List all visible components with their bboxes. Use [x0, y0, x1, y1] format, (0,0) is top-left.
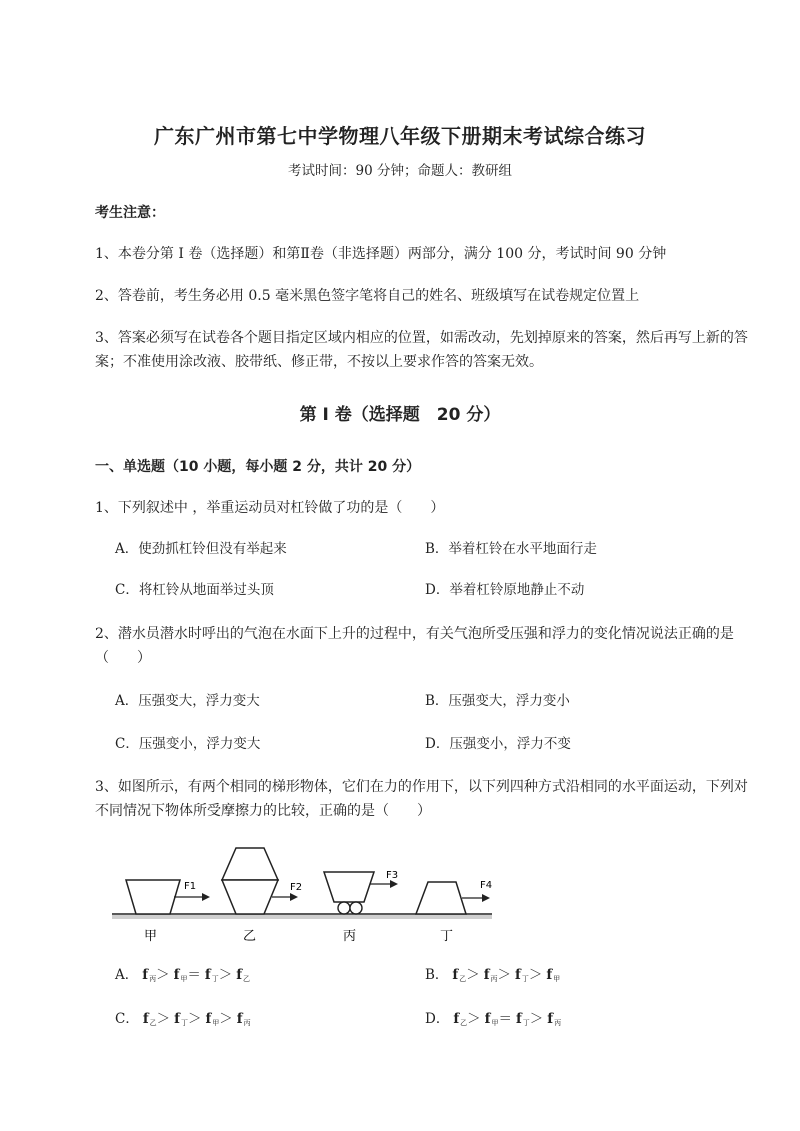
question-2-stem: 2、潜水员潜水时呼出的气泡在水面下上升的过程中，有关气泡所受压强和浮力的变化情况说法正确的是（ ） [95, 626, 734, 666]
friction-symbol: f [142, 967, 149, 983]
figure-label-yi: 乙 [243, 929, 257, 944]
friction-subscript: 乙 [243, 975, 250, 983]
notice-item-3: 3、答案必须写在试卷各个题目指定区域内相应的位置，如需改动，先划掉原来的答案，然后再写上新的答案；不准使用涂改液、胶带纸、修正带，不按以上要求作答的答案无效。 [95, 330, 748, 370]
friction-symbol: f [174, 1011, 180, 1027]
block-yi-bottom [222, 880, 278, 914]
friction-subscript: 丙 [490, 975, 498, 983]
friction-symbol: f [515, 1011, 522, 1027]
notice-item-2: 2、答卷前，考生务必用 0.5 毫米黑色签字笔将自己的姓名、班级填写在试卷规定位置上 [95, 288, 640, 304]
q1-option-a[interactable]: A．使劲抓杠铃但没有举起来 [115, 541, 287, 557]
relation-symbol: ＞ [219, 1011, 233, 1027]
relation-symbol: ＞ [156, 1011, 171, 1027]
force-label-3: F3 [386, 870, 399, 881]
block-jia [126, 880, 180, 914]
relation-symbol: ＞ [529, 1011, 544, 1027]
q1-option-d[interactable]: D．举着杠铃原地静止不动 [425, 582, 585, 598]
ground-hatch [112, 915, 492, 919]
force-label-4: F4 [480, 880, 493, 891]
option-letter: A． [115, 967, 139, 983]
friction-symbol: f [515, 967, 521, 983]
roller-left [338, 902, 350, 914]
notice-heading: 考生注意： [95, 205, 165, 221]
option-letter: C． [115, 1011, 139, 1027]
friction-subscript: 丁 [522, 1019, 530, 1027]
friction-subscript: 丙 [149, 975, 157, 983]
page-title: 广东广州市第七中学物理八年级下册期末考试综合练习 [154, 124, 646, 148]
q2-option-d[interactable]: D．压强变小，浮力不变 [425, 736, 571, 752]
roller-right [350, 902, 362, 914]
q1-option-c[interactable]: C．将杠铃从地面举过头顶 [115, 582, 274, 598]
q3-option-d[interactable] [425, 1009, 561, 1033]
question-1-stem: 1、下列叙述中 ，举重运动员对杠铃做了功的是（ ） [95, 500, 445, 516]
relation-symbol: ＝ [498, 1011, 512, 1027]
friction-subscript: 丁 [180, 1019, 188, 1027]
friction-subscript: 丙 [554, 1019, 562, 1027]
q2-option-b[interactable]: B．压强变大，浮力变小 [425, 693, 570, 709]
arrowhead-2 [290, 893, 298, 901]
force-label-2: F2 [290, 882, 303, 893]
friction-subscript: 甲 [553, 975, 561, 983]
q3-option-b[interactable] [425, 965, 560, 989]
block-bing [324, 872, 374, 902]
friction-symbol: f [452, 967, 459, 983]
arrowhead-4 [482, 894, 490, 902]
figure-label-bing: 丙 [343, 929, 357, 944]
friction-symbol: f [483, 967, 490, 983]
relation-symbol: ＝ [187, 967, 201, 983]
friction-subscript: 甲 [212, 1019, 220, 1027]
option-letter: D． [425, 1011, 450, 1027]
arrowhead-1 [202, 893, 210, 901]
notice-item-1: 1、本卷分第 I 卷（选择题）和第Ⅱ卷（非选择题）两部分，满分 100 分，考试时间 90 分钟 [95, 246, 667, 262]
q2-option-a[interactable]: A．压强变大，浮力变大 [115, 693, 260, 709]
block-yi-top [222, 848, 278, 880]
friction-symbol: f [236, 967, 242, 983]
friction-symbol: f [236, 1011, 243, 1027]
friction-symbol: f [142, 1011, 149, 1027]
relation-symbol: ＞ [467, 1011, 481, 1027]
friction-symbol: f [546, 967, 553, 983]
force-label-1: F1 [184, 881, 197, 892]
friction-subscript: 丁 [211, 975, 219, 983]
friction-symbol: f [173, 967, 180, 983]
friction-symbol: f [205, 1011, 212, 1027]
question-3-stem: 3、如图所示，有两个相同的梯形物体，它们在力的作用下，以下列四种方式沿相同的水平面运动，下列对不同情况下物体所受摩擦力的比较，正确的是（ ） [95, 779, 748, 819]
friction-subscript: 乙 [459, 975, 467, 983]
q2-option-c[interactable]: C．压强变小，浮力变大 [115, 736, 261, 752]
figure-label-ding: 丁 [440, 929, 454, 944]
relation-symbol: ＞ [528, 967, 543, 983]
friction-subscript: 丁 [521, 975, 529, 983]
section-title: 第 I 卷（选择题 20 分） [299, 405, 501, 425]
q1-option-b[interactable]: B．举着杠铃在水平地面行走 [425, 541, 597, 557]
friction-symbol: f [204, 967, 211, 983]
friction-subscript: 乙 [149, 1019, 157, 1027]
q3-option-a[interactable] [115, 965, 250, 989]
friction-subscript: 甲 [491, 1019, 499, 1027]
friction-symbol: f [547, 1011, 554, 1027]
option-letter: B． [425, 967, 449, 983]
q3-option-c[interactable] [115, 1009, 251, 1033]
arrowhead-3 [390, 880, 398, 888]
group-title: 一、单选题（10 小题，每小题 2 分，共计 20 分） [95, 459, 421, 475]
block-ding [416, 882, 466, 914]
friction-figure [110, 838, 510, 950]
relation-symbol: ＞ [187, 1011, 202, 1027]
friction-symbol: f [453, 1011, 460, 1027]
exam-info: 考试时间：90 分钟；命题人：教研组 [288, 163, 512, 179]
figure-label-jia: 甲 [144, 929, 158, 944]
friction-symbol: f [484, 1011, 491, 1027]
friction-subscript: 乙 [460, 1019, 468, 1027]
relation-symbol: ＞ [466, 967, 480, 983]
relation-symbol: ＞ [497, 967, 512, 983]
relation-symbol: ＞ [156, 967, 170, 983]
friction-subscript: 丙 [243, 1019, 251, 1027]
friction-subscript: 甲 [180, 975, 188, 983]
relation-symbol: ＞ [218, 967, 233, 983]
